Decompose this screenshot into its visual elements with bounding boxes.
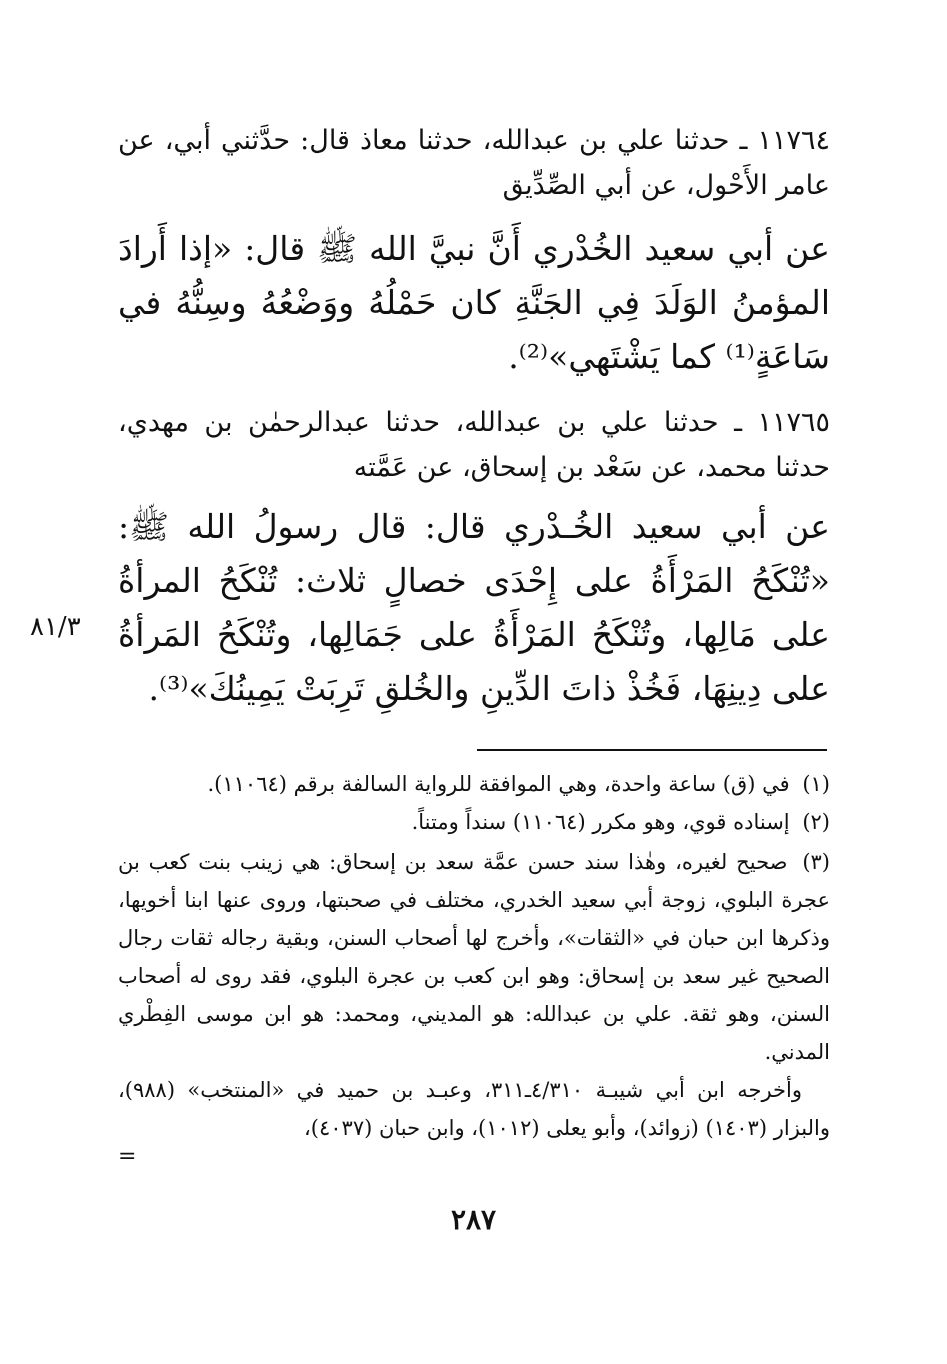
- page-number: ٢٨٧: [450, 1203, 497, 1236]
- footnote-2-text: إسناده قوي، وهو مكرر (١١٠٦٤) سنداً ومتناً.: [411, 810, 790, 834]
- footnote-3-number: (٣): [802, 850, 830, 874]
- footnote-1-number: (١): [802, 772, 830, 796]
- footnote-3-takhrij: وأخرجه ابن أبي شيبـة ٤/٣١٠ـ٣١١، وعبـد بن حميد في «المنتخب» (٩٨٨)، والبزار (١٤٠٣) (زوائد)، وأبو يعلى (١٠١٢)، وابن حبان (٤٠٣٧)،: [118, 1078, 830, 1140]
- margin-volume-page-reference: ٨١/٣: [30, 612, 81, 642]
- hadith-11764-isnad: ١١٧٦٤ ـ حدثنا علي بن عبدالله، حدثنا معاذ قال: حدَّثني أبي، عن عامر الأَحْول، عن أبي الصِّدِّيق: [118, 125, 830, 201]
- footnote-2-number: (٢): [802, 810, 830, 834]
- footnotes-section: [118, 765, 830, 1147]
- footnote-3: [118, 843, 830, 1071]
- hadith-11765-matn: عن أبي سعيد الخُـدْري قال: قال رسولُ الله ﷺ: «تُنْكَحُ المَرْأَةُ على إِحْدَى خصالٍ ثلاث: تُنْكَحُ المرأةُ على مَالِها، وتُنْكَحُ المَرْأَةُ على جَمَالِها، وتُنْكَحُ المَرأةُ على دِينِهَا، فَخُذْ ذاتَ الدِّينِ والخُلقِ تَرِبَتْ يَمِينُكَ»⁽³⁾.: [118, 507, 830, 708]
- hadith-11764-matn: عن أبي سعيد الخُدْري أَنَّ نبيَّ الله ﷺ قال: «إذا أَرادَ المؤمنُ الوَلَدَ فِي الجَنَّةِ كان حَمْلُهُ ووَضْعُهُ وسِنُّهُ في سَاعَةٍ⁽¹⁾ كما يَشْتَهي»⁽²⁾.: [118, 229, 830, 376]
- footnote-2: [118, 803, 830, 841]
- footnote-separator-rule: [477, 749, 827, 751]
- hadith-11765-isnad: ١١٧٦٥ ـ حدثنا علي بن عبدالله، حدثنا عبدالرحمٰن بن مهدي، حدثنا محمد، عن سَعْد بن إسحاق، عن عَمَّته: [118, 407, 830, 483]
- footnote-1-text: في (ق) ساعة واحدة، وهي الموافقة للرواية السالفة برقم (١١٠٦٤).: [207, 772, 790, 796]
- footnote-1: [118, 765, 830, 803]
- footnote-continuation-mark: =: [118, 1144, 137, 1169]
- footnote-3-text: صحيح لغيره، وهٰذا سند حسن عمَّة سعد بن إسحاق: هي زينب بنت كعب بن عجرة البلوي، زوجة أبي سعيد الخدري، مختلف في صحبتها، وروى عنها ابنا أخويها، وذكرها ابن حبان في «الثقات»، وأخرج لها أصحاب السنن، وبقية رجاله ثقات رجال الصحيح غير سعد بن إسحاق: وهو ابن كعب بن عجرة البلوي، فقد روى له أصحاب السنن، وهو ثقة. علي بن عبدالله: هو المديني، ومحمد: هو ابن موسى الفِطْري المدني.: [118, 850, 830, 1064]
